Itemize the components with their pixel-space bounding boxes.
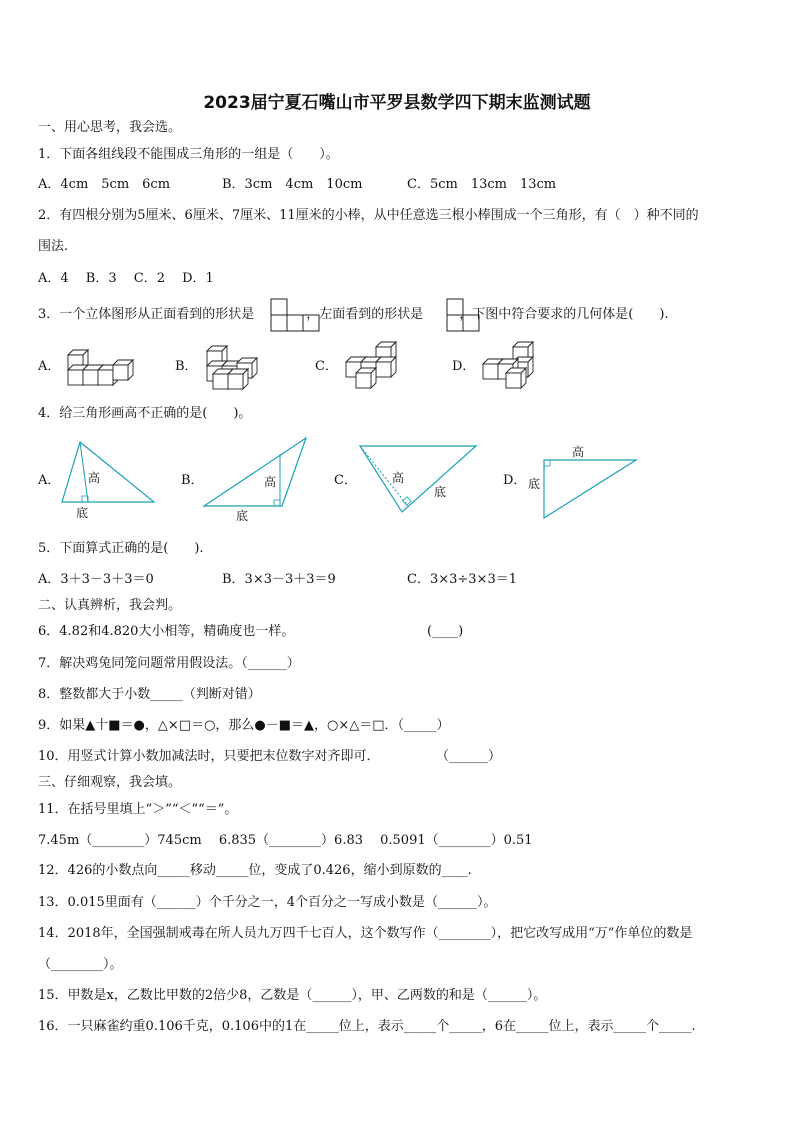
q3-text-part3: ，下图中符合要求的几何体是( ). — [459, 307, 669, 322]
section-heading-1: 一、用心思考，我会选。 — [38, 120, 182, 135]
cube-figure-c — [342, 340, 412, 390]
question-9-text: 9．如果▲十■＝●，△×□＝○，那么●－■＝▲，○×△＝□．（_____） — [38, 718, 450, 733]
q3-text-part2: ，左面看到的形状是 — [306, 307, 424, 322]
question-5-text: 5．下面算式正确的是( ). — [38, 541, 204, 556]
cube-figure-a — [66, 348, 136, 390]
cube-figure-d — [479, 340, 549, 390]
q5-option-b: B．3×3－3＋3＝9 — [222, 572, 336, 587]
question-4-text: 4．给三角形画高不正确的是( )。 — [38, 406, 252, 421]
question-12-text: 12．426的小数点向_____移动_____位，变成了0.426，缩小到原数的____. — [38, 863, 472, 878]
q3-label-d: D． — [452, 359, 476, 374]
base-label-d: 底 — [528, 477, 541, 491]
question-3-text — [38, 306, 669, 324]
question-10-text: 10．用竖式计算小数加减法时，只要把末位数字对齐即可． — [38, 749, 380, 764]
left-view-figure — [446, 298, 482, 332]
section-heading-2: 二、认真辨析，我会判。 — [38, 598, 182, 613]
q1-option-a: A．4cm 5cm 6cm — [38, 177, 171, 192]
q6-answer-blank: (____) — [427, 624, 464, 639]
q4-label-b: B． — [181, 473, 204, 488]
question-2-text: 2．有四根分别为5厘米、6厘米、7厘米、11厘米的小棒，从中任意选三根小棒围成一个三角形，有（ ）种不同的 — [38, 208, 699, 223]
q3-text-part1: 3．一个立体图形从正面看到的形状是 — [38, 307, 255, 322]
question-13-text: 13．0.015里面有（______）个千分之一，4个百分之一写成小数是（______）。 — [38, 895, 497, 910]
question-7-text: 7．解决鸡兔同笼问题常用假设法。（______） — [38, 656, 300, 671]
triangle-figure-c — [358, 444, 480, 518]
q10-answer-blank: （______） — [436, 749, 502, 764]
question-14-text-cont: （________）。 — [38, 957, 123, 972]
base-label-c: 底 — [434, 485, 447, 499]
section-heading-3: 三、仔细观察，我会填。 — [38, 775, 182, 790]
q1-option-c: C．5cm 13cm 13cm — [407, 177, 557, 192]
question-14-text: 14．2018年，全国强制戒毒在所人员九万四千七百人，这个数写作（________），把它改写成用“万”作单位的数是 — [38, 926, 693, 941]
question-11-text: 11．在括号里填上“＞”“＜”“＝”。 — [38, 802, 238, 817]
cube-figure-b — [203, 344, 273, 392]
front-view-figure — [270, 298, 322, 332]
question-6-text: 6．4.82和4.820大小相等，精确度也一样。 — [38, 624, 295, 639]
q2-options: A．4 B．3 C．2 D．1 — [38, 271, 214, 286]
q4-label-a: A． — [38, 473, 61, 488]
q3-label-b: B． — [175, 359, 198, 374]
height-label-d: 高 — [572, 445, 585, 459]
height-label-b: 高 — [264, 475, 277, 489]
q3-label-a: A． — [38, 359, 61, 374]
q5-option-a: A．3＋3－3＋3＝0 — [38, 572, 154, 587]
triangle-figure-d — [526, 442, 642, 522]
question-2-text-cont: 围法. — [38, 239, 69, 254]
triangle-figure-b — [200, 436, 312, 526]
page-title: 2023届宁夏石嘴山市平罗县数学四下期末监测试题 — [203, 93, 591, 113]
base-label-a: 底 — [76, 506, 89, 520]
q3-label-c: C． — [315, 359, 338, 374]
question-8-text: 8．整数都大于小数_____（判断对错） — [38, 687, 261, 702]
q1-option-b: B．3cm 4cm 10cm — [222, 177, 363, 192]
base-label-b: 底 — [236, 509, 249, 523]
q5-option-c: C．3×3÷3×3＝1 — [407, 572, 517, 587]
triangle-figure-a — [58, 440, 158, 522]
question-1-text: 1．下面各组线段不能围成三角形的一组是（ ）。 — [38, 147, 339, 162]
q4-label-d: D． — [503, 473, 527, 488]
question-16-text: 16．一只麻雀约重0.106千克，0.106中的1在_____位上，表示_____个_____，6在_____位上，表示_____个_____. — [38, 1019, 696, 1034]
q4-label-c: C． — [334, 473, 357, 488]
question-15-text: 15．甲数是x，乙数比甲数的2倍少8，乙数是（______），甲、乙两数的和是（______）。 — [38, 988, 547, 1003]
q11-compare-row: 7.45m（________）745cm 6.835（________）6.83 0.5091（________）0.51 — [38, 833, 533, 848]
height-label-a: 高 — [88, 471, 101, 485]
height-label-c: 高 — [392, 471, 405, 485]
